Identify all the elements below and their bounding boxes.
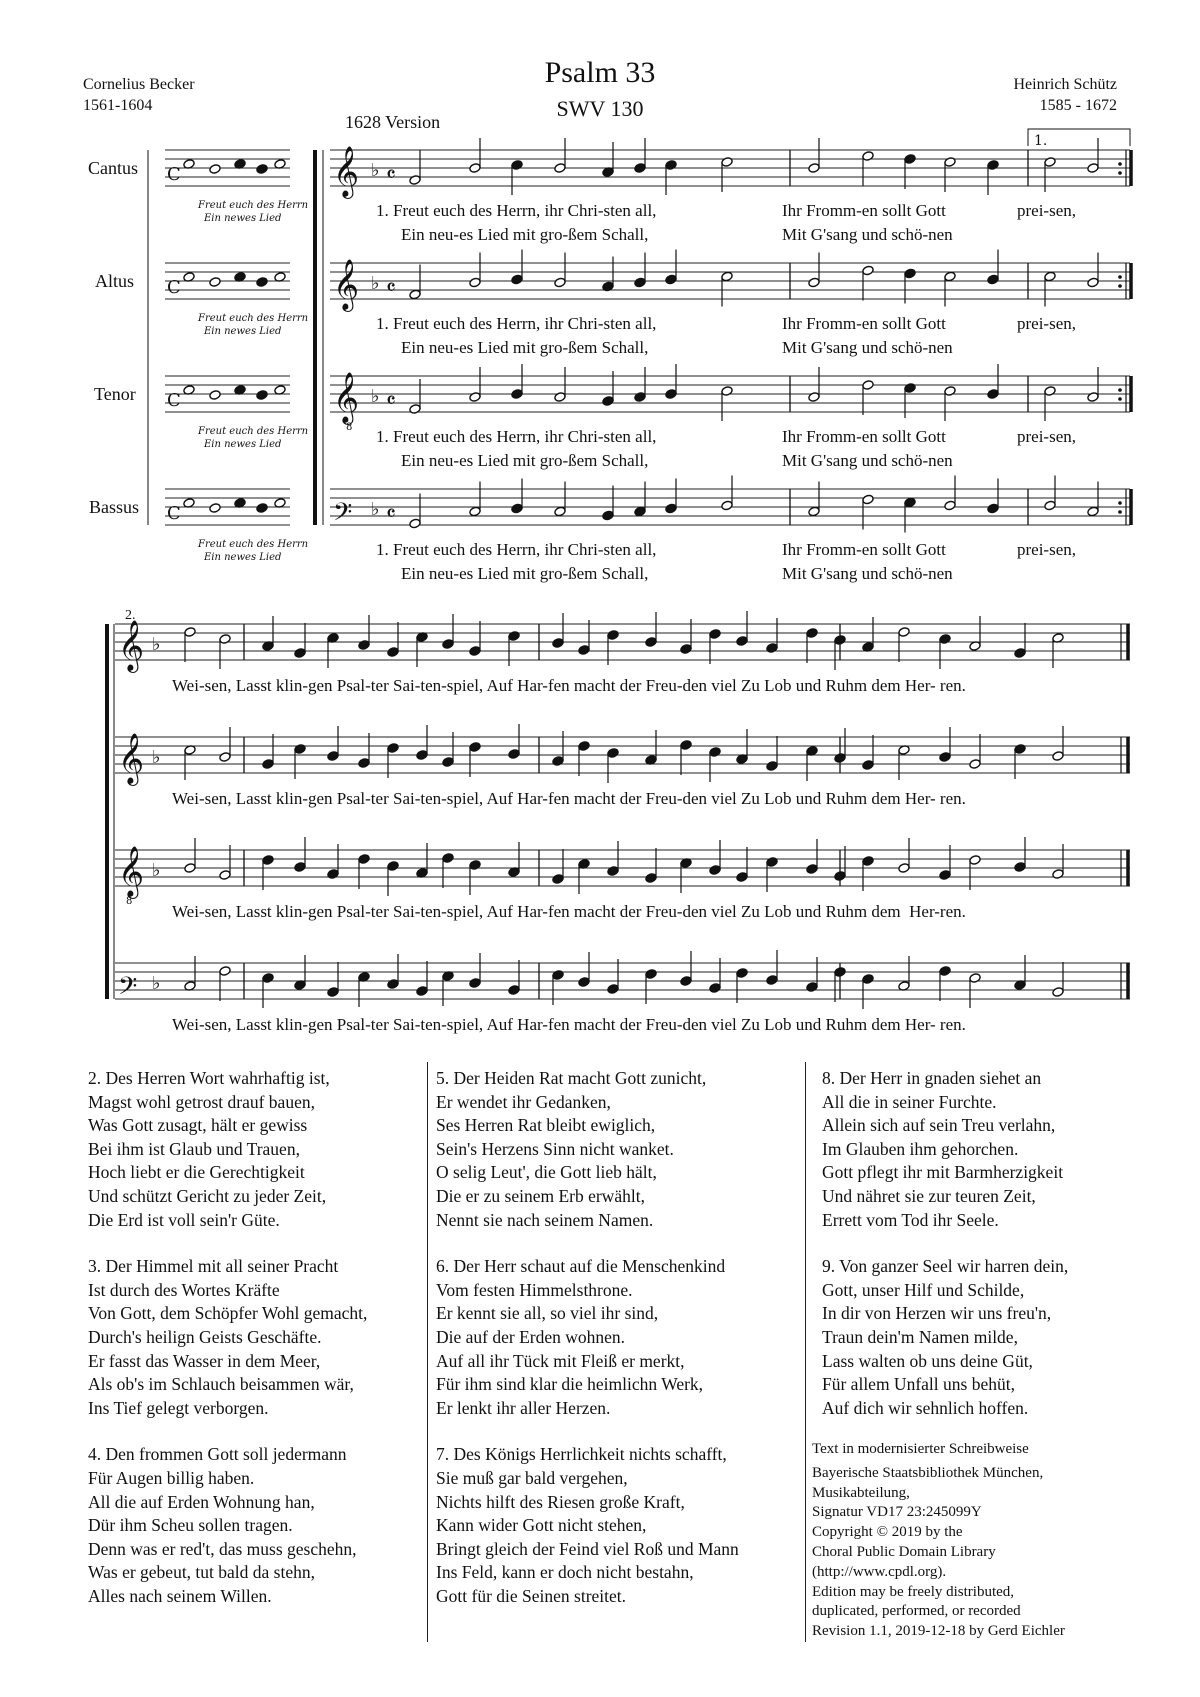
verse-line: All die in seiner Furchte. [822, 1091, 997, 1112]
note [1044, 157, 1056, 168]
incipit-note [209, 277, 221, 288]
note [944, 500, 956, 511]
note [939, 752, 951, 763]
verse-line: Alles nach seinem Willen. [88, 1585, 272, 1606]
note [469, 163, 481, 174]
note [808, 506, 820, 517]
note [709, 983, 721, 994]
verse-line: Er fasst das Wasser in dem Meer, [88, 1350, 321, 1371]
note [969, 759, 981, 770]
note [721, 386, 733, 397]
note [680, 644, 692, 655]
repeat-dot [1118, 162, 1122, 166]
note [1087, 163, 1099, 174]
note [184, 863, 196, 874]
verse-line: 3. Der Himmel mit all seiner Pracht [88, 1256, 339, 1277]
verse-line: Dür ihm Scheu sollen tragen. [88, 1515, 293, 1536]
measure-number: 2. [125, 608, 136, 623]
note [469, 860, 481, 871]
note [1044, 500, 1056, 511]
verse-line: Lass walten ob uns deine Güt, [822, 1350, 1033, 1371]
repeat-dot [1118, 388, 1122, 392]
incipit-cantus: Freut euch des Herrn Ein newes Lied [198, 200, 309, 224]
note [552, 874, 564, 885]
note [409, 518, 421, 529]
note [736, 872, 748, 883]
note [806, 864, 818, 875]
verse-line: Für ihm sind klar die heimlichn Werk, [436, 1374, 704, 1395]
verse-line: Die er zu seinem Erb erwählt, [436, 1185, 645, 1206]
octave-mark: 8 [126, 896, 133, 907]
note [578, 645, 590, 656]
note [721, 500, 733, 511]
verse-line: All die auf Erden Wohnung han, [88, 1491, 315, 1512]
note [665, 503, 677, 514]
repeat-dot [1118, 510, 1122, 514]
verse-line: Traun dein'm Namen milde, [822, 1326, 1018, 1347]
key-flat-icon: ♭ [371, 160, 380, 181]
note [262, 759, 274, 770]
verse-4 [88, 1443, 367, 1608]
note [219, 634, 231, 645]
note [709, 865, 721, 876]
treble-clef-icon: 𝄞 [118, 846, 145, 897]
verse-line: 8. Der Herr in gnaden siehet an [822, 1068, 1042, 1088]
note [987, 274, 999, 285]
note [358, 758, 370, 769]
verse-line: Er kennt sie all, so viel ihr sind, [436, 1303, 659, 1324]
note [766, 761, 778, 772]
verse-line: Nennt sie nach seinem Namen. [436, 1209, 654, 1230]
note [262, 855, 274, 866]
system2-lyrics-cantus: Wei-sen, Lasst klin-gen Psal-ter Sai-ten-spiel, Auf Har-fen macht der Freu-den viel Zu Lob und Ruhm dem Her- ren. [172, 676, 966, 695]
note [1014, 648, 1026, 659]
note [862, 856, 874, 867]
note [387, 979, 399, 990]
poet-name: Cornelius Becker [83, 76, 195, 93]
note [409, 175, 421, 186]
note [645, 637, 657, 648]
note [416, 750, 428, 761]
verse-line: Durch's heilign Geists Geschäfte. [88, 1326, 322, 1347]
verse-line: Sie muß gar bald vergehen, [436, 1467, 628, 1488]
verse-line: 6. Der Herr schaut auf die Menschenkind [436, 1256, 726, 1277]
verse-line: Ins Feld, kann er doch nicht bestahn, [436, 1562, 694, 1583]
verse-line: 9. Von ganzer Seel wir harren dein, [822, 1256, 1069, 1277]
note [766, 975, 778, 986]
note [511, 160, 523, 171]
note [469, 506, 481, 517]
verse-line: Gott pflegt ihr mit Barmherzigkeit [822, 1162, 1064, 1183]
credit-line: Edition may be freely distributed, [812, 1583, 1015, 1600]
note [358, 854, 370, 865]
note [944, 157, 956, 168]
note [387, 647, 399, 658]
note [1087, 392, 1099, 403]
note [939, 634, 951, 645]
treble-clef-icon: 𝄞 [333, 259, 360, 310]
note [578, 977, 590, 988]
key-flat-icon: ♭ [152, 860, 161, 881]
treble-clef-icon: 𝄞 [333, 146, 360, 197]
note [442, 639, 454, 650]
credits [812, 1440, 1065, 1642]
note [665, 160, 677, 171]
note [294, 862, 306, 873]
note [665, 274, 677, 285]
verse-line: Er lenkt ihr aller Herzen. [436, 1397, 611, 1418]
note [944, 271, 956, 282]
verse-line: Magst wohl getrost drauf bauen, [88, 1091, 315, 1112]
system2-lyrics-altus: Wei-sen, Lasst klin-gen Psal-ter Sai-ten-spiel, Auf Har-fen macht der Freu-den viel Zu Lob und Ruhm dem Her- ren. [172, 789, 966, 808]
note [294, 648, 306, 659]
incipit-note [209, 164, 221, 175]
verse-line: Denn was er red't, das muss geschehn, [88, 1538, 357, 1559]
incipit-clef: C [167, 503, 181, 524]
credit-line: Musikabteilung, [812, 1484, 910, 1501]
verse-line: Im Glauben ihm gehorchen. [822, 1138, 1019, 1159]
note [862, 494, 874, 505]
note [904, 497, 916, 508]
verse-6 [436, 1255, 739, 1420]
note [358, 640, 370, 651]
note [469, 742, 481, 753]
verse-line: Gott, unser Hilf und Schilde, [822, 1279, 1025, 1300]
verse-line: Bringt gleich der Feind viel Roß und Mann [436, 1538, 739, 1559]
note [987, 389, 999, 400]
note [862, 151, 874, 162]
verse-line: Die auf der Erden wohnen. [436, 1326, 626, 1347]
voice-label-tenor: Tenor [94, 384, 136, 404]
incipit-bassus: Freut euch des Herrn Ein newes Lied [198, 539, 309, 563]
verse-line: Was Gott zusagt, hält er gewiss [88, 1115, 308, 1136]
common-time-icon: 𝄴 [386, 389, 396, 414]
verse-line: Ins Tief gelegt verborgen. [88, 1397, 269, 1418]
verse-line: Errett vom Tod ihr Seele. [822, 1209, 999, 1230]
incipit-clef: C [167, 277, 181, 298]
verse-column-2 [436, 1067, 739, 1631]
credit-line: Choral Public Domain Library [812, 1543, 996, 1560]
system2-lyrics-tenor: Wei-sen, Lasst klin-gen Psal-ter Sai-ten-spiel, Auf Har-fen macht der Freu-den viel Zu Lob und Ruhm dem Her-ren. [172, 902, 966, 921]
octave-mark: 8 [346, 422, 353, 433]
column-divider [805, 1062, 806, 1642]
repeat-dot [1118, 275, 1122, 279]
key-flat-icon: ♭ [152, 747, 161, 768]
note [862, 380, 874, 391]
verse-3 [88, 1255, 367, 1420]
note [327, 751, 339, 762]
key-flat-icon: ♭ [152, 973, 161, 994]
note [808, 392, 820, 403]
note [1014, 862, 1026, 873]
key-flat-icon: ♭ [371, 499, 380, 520]
note [1014, 744, 1026, 755]
note [904, 154, 916, 165]
note [806, 628, 818, 639]
verse-line: Was er gebeut, tut bald da stehn, [88, 1562, 315, 1583]
credit-line: (http://www.cpdl.org). [812, 1563, 947, 1580]
note [1052, 987, 1064, 998]
note [834, 967, 846, 978]
note [939, 870, 951, 881]
note [554, 277, 566, 288]
note [416, 986, 428, 997]
note [898, 627, 910, 638]
composer-name: Heinrich Schütz [1013, 76, 1117, 93]
verse-9 [822, 1255, 1068, 1420]
note [578, 741, 590, 752]
verse-line: 7. Des Königs Herrlichkeit nichts schafft, [436, 1444, 727, 1465]
note [387, 861, 399, 872]
note [721, 271, 733, 282]
note [634, 277, 646, 288]
treble-clef-icon: 𝄞 [333, 372, 360, 423]
note [680, 740, 692, 751]
note [834, 635, 846, 646]
credit-line: Text in modernisierter Schreibweise [812, 1441, 1029, 1457]
incipit-note [256, 390, 268, 401]
note [511, 503, 523, 514]
volta-number: 1. [1034, 133, 1048, 149]
verse-line: 4. Den frommen Gott soll jedermann [88, 1444, 347, 1465]
verse-line: Und schützt Gericht zu jeder Zeit, [88, 1185, 327, 1206]
note [634, 506, 646, 517]
treble-clef-icon: 𝄞 [118, 620, 145, 671]
bass-clef-icon: 𝄢 [118, 972, 138, 1007]
note [1044, 271, 1056, 282]
note [554, 163, 566, 174]
verse-line: Die Erd ist voll sein'r Güte. [88, 1209, 280, 1230]
note [508, 985, 520, 996]
note [987, 503, 999, 514]
verse-line: Gott für die Seinen streitet. [436, 1585, 627, 1606]
credit-line: duplicated, performed, or recorded [812, 1603, 1021, 1620]
note [944, 386, 956, 397]
credit-line: Bayerische Staatsbibliothek München, [812, 1464, 1044, 1481]
note [1087, 506, 1099, 517]
note [219, 752, 231, 763]
verse-column-1 [88, 1067, 367, 1631]
note [607, 984, 619, 995]
note [552, 638, 564, 649]
note [806, 982, 818, 993]
note [387, 743, 399, 754]
verse-line: Kann wider Gott nicht stehen, [436, 1515, 647, 1536]
note [969, 855, 981, 866]
voice-label-cantus: Cantus [88, 158, 139, 178]
verse-line: Vom festen Himmelsthrone. [436, 1279, 633, 1300]
note [469, 392, 481, 403]
verse-7 [436, 1443, 739, 1608]
note [736, 636, 748, 647]
note [442, 757, 454, 768]
repeat-dot [1118, 284, 1122, 288]
note [219, 870, 231, 881]
verse-line: Hoch liebt er die Gerechtigkeit [88, 1162, 305, 1183]
note [262, 973, 274, 984]
note [680, 976, 692, 987]
note [554, 506, 566, 517]
note [862, 974, 874, 985]
common-time-icon: 𝄴 [386, 276, 396, 301]
note [862, 760, 874, 771]
verse-line: Sein's Herzens Sinn nicht wanket. [436, 1138, 674, 1159]
note [607, 866, 619, 877]
bass-clef-icon: 𝄢 [333, 498, 353, 533]
credit-line: Revision 1.1, 2019-12-18 by Gerd Eichler [812, 1623, 1065, 1640]
note [508, 631, 520, 642]
note [904, 268, 916, 279]
note [469, 978, 481, 989]
note [1052, 869, 1064, 880]
note [834, 753, 846, 764]
note [721, 157, 733, 168]
incipit-tenor: Freut euch des Herrn Ein newes Lied [198, 426, 309, 450]
note [808, 163, 820, 174]
verse-line: Auf all ihr Tück mit Fleiß er merkt, [436, 1350, 685, 1371]
note [709, 747, 721, 758]
credit-line: Copyright © 2019 by the [812, 1524, 963, 1541]
note [1052, 751, 1064, 762]
note [409, 404, 421, 415]
note [469, 277, 481, 288]
page-subtitle: SWV 130 [556, 96, 644, 121]
composer-dates: 1585 - 1672 [1039, 97, 1117, 114]
incipit-note [256, 164, 268, 175]
note [511, 274, 523, 285]
incipit-clef: C [167, 164, 181, 185]
note [665, 389, 677, 400]
note [645, 969, 657, 980]
note [602, 396, 614, 407]
note [634, 163, 646, 174]
key-flat-icon: ♭ [371, 386, 380, 407]
voice-label-bassus: Bassus [89, 497, 140, 517]
note [552, 756, 564, 767]
verse-line: In dir von Herzen wir uns freu'n, [822, 1303, 1052, 1324]
note [634, 392, 646, 403]
verse-line: Als ob's im Schlauch beisammen wär, [88, 1374, 354, 1395]
note [862, 265, 874, 276]
note [294, 744, 306, 755]
repeat-dot [1118, 501, 1122, 505]
incipit-clef: C [167, 390, 181, 411]
verse-line: Auf dich wir sehnlich hoffen. [822, 1397, 1029, 1418]
note [766, 857, 778, 868]
repeat-dot [1118, 397, 1122, 401]
note [442, 853, 454, 864]
voice-label-altus: Altus [95, 271, 135, 291]
note [184, 627, 196, 638]
note [939, 966, 951, 977]
note [898, 863, 910, 874]
note [1087, 277, 1099, 288]
incipit-note [256, 277, 268, 288]
credit-line: Signatur VD17 23:245099Y [812, 1504, 982, 1521]
verse-8 [822, 1067, 1068, 1232]
note [554, 392, 566, 403]
verse-line: Nichts hilft des Riesen große Kraft, [436, 1491, 685, 1512]
note [511, 389, 523, 400]
key-flat-icon: ♭ [371, 273, 380, 294]
note [602, 510, 614, 521]
verse-line: O selig Leut', die Gott lieb hält, [436, 1162, 657, 1183]
note [1044, 386, 1056, 397]
verse-line: 2. Des Herren Wort wahrhaftig ist, [88, 1068, 330, 1088]
version-label: 1628 Version [345, 112, 441, 132]
note [834, 871, 846, 882]
verse-line: Für Augen billig haben. [88, 1467, 255, 1488]
note [469, 646, 481, 657]
note [709, 629, 721, 640]
column-divider [427, 1062, 428, 1642]
verse-line: 5. Der Heiden Rat macht Gott zunicht, [436, 1068, 707, 1088]
verse-2 [88, 1067, 367, 1232]
system2-lyrics-bassus: Wei-sen, Lasst klin-gen Psal-ter Sai-ten-spiel, Auf Har-fen macht der Freu-den viel Zu Lob und Ruhm dem Her- ren. [172, 1015, 966, 1034]
verse-5 [436, 1067, 739, 1232]
repeat-dot [1118, 171, 1122, 175]
note [645, 873, 657, 884]
note [552, 970, 564, 981]
verse-line: Ist durch des Wortes Kräfte [88, 1279, 280, 1300]
verse-line: Er wendet ihr Gedanken, [436, 1091, 611, 1112]
incipit-altus: Freut euch des Herrn Ein newes Lied [198, 313, 309, 337]
note [808, 277, 820, 288]
incipit-note [256, 503, 268, 514]
note [409, 289, 421, 300]
note [736, 968, 748, 979]
verse-line: Für allem Unfall uns behüt, [822, 1374, 1015, 1395]
page-title: Psalm 33 [544, 56, 656, 89]
note [969, 973, 981, 984]
verse-line: Ses Herren Rat bleibt ewiglich, [436, 1115, 656, 1136]
common-time-icon: 𝄴 [386, 163, 396, 188]
note [987, 160, 999, 171]
incipit-note [209, 503, 221, 514]
note [508, 749, 520, 760]
incipit-note [209, 390, 221, 401]
note [327, 987, 339, 998]
note [904, 383, 916, 394]
verse-line: Und nähret sie zur teuren Zeit, [822, 1185, 1036, 1206]
key-flat-icon: ♭ [152, 634, 161, 655]
note [327, 869, 339, 880]
treble-clef-icon: 𝄞 [118, 733, 145, 784]
verse-line: Bei ihm ist Glaub und Trauen, [88, 1138, 300, 1159]
poet-dates: 1561-1604 [83, 97, 153, 114]
note [607, 748, 619, 759]
verse-line: Von Gott, dem Schöpfer Wohl gemacht, [88, 1303, 368, 1324]
note [219, 966, 231, 977]
common-time-icon: 𝄴 [386, 502, 396, 527]
note [607, 630, 619, 641]
verse-line: Allein sich auf sein Treu verlahn, [822, 1115, 1056, 1136]
note [766, 643, 778, 654]
verse-column-3 [822, 1067, 1068, 1443]
